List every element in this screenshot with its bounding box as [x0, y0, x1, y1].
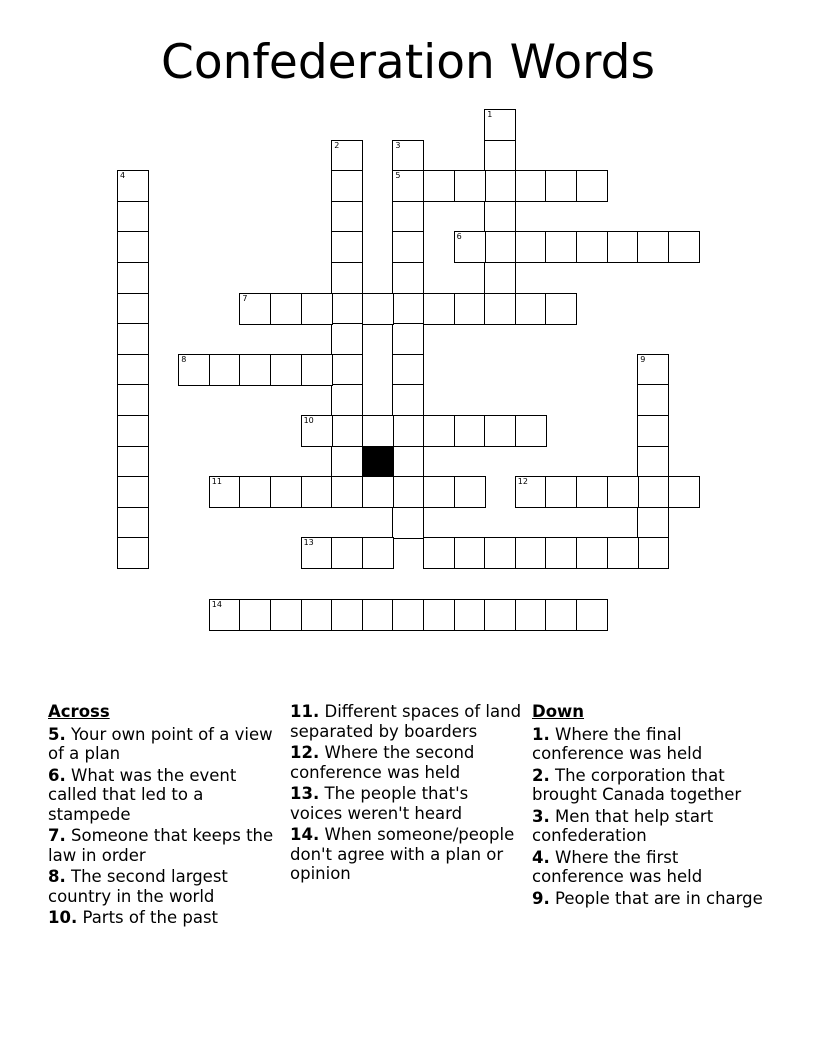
grid-cell[interactable] — [117, 446, 149, 478]
grid-cell[interactable] — [117, 537, 149, 569]
grid-cell[interactable] — [362, 599, 394, 631]
grid-cell[interactable] — [301, 476, 333, 508]
grid-cell[interactable] — [392, 323, 424, 355]
clue-across-11: 11. Different spaces of land separated by boarders — [290, 702, 522, 741]
grid-cell[interactable] — [607, 537, 639, 569]
down-heading: Down — [532, 702, 585, 721]
grid-cell[interactable] — [392, 446, 424, 478]
clue-across-13: 13. The people that's voices weren't heard — [290, 784, 469, 823]
grid-cell[interactable] — [484, 293, 516, 325]
grid-cell[interactable] — [454, 476, 486, 508]
grid-cell[interactable] — [637, 507, 669, 539]
grid-cell[interactable] — [331, 446, 363, 478]
grid-cell[interactable] — [515, 170, 547, 202]
grid-cell[interactable] — [331, 231, 363, 263]
grid-cell[interactable] — [239, 354, 271, 386]
grid-cell[interactable] — [484, 262, 516, 294]
grid-cell[interactable] — [515, 231, 547, 263]
grid-cell[interactable] — [484, 201, 516, 233]
clue-number: 9 — [640, 354, 646, 364]
grid-cell[interactable] — [362, 415, 394, 447]
clue-number: 10 — [303, 416, 314, 425]
grid-cell[interactable] — [637, 446, 669, 478]
grid-cell[interactable] — [637, 415, 669, 447]
grid-cell[interactable] — [117, 201, 149, 233]
grid-cell[interactable] — [392, 262, 424, 294]
grid-cell[interactable] — [117, 415, 149, 447]
grid-cell[interactable] — [392, 476, 424, 508]
grid-cell[interactable] — [423, 476, 455, 508]
clue-down-4: 4. Where the first conference was held — [532, 847, 703, 886]
page-title: Confederation Words — [161, 35, 655, 90]
grid-cell[interactable] — [392, 354, 424, 386]
grid-cell[interactable] — [454, 293, 486, 325]
grid-cell[interactable] — [668, 231, 700, 263]
clue-number: 7 — [242, 293, 248, 303]
grid-cell[interactable] — [515, 599, 547, 631]
down-clues-column — [532, 702, 767, 910]
grid-cell[interactable] — [637, 384, 669, 416]
clue-down-2: 2. The corporation that brought Canada together — [532, 765, 742, 804]
grid-cell[interactable] — [301, 415, 333, 447]
grid-cell[interactable] — [331, 201, 363, 233]
clue-down-3: 3. Men that help start confederation — [532, 806, 714, 845]
grid-cell[interactable] — [545, 231, 577, 263]
clue-number: 8 — [181, 354, 187, 364]
grid-cell[interactable] — [270, 354, 302, 386]
clue-number: 6 — [456, 232, 462, 242]
grid-cell[interactable] — [515, 537, 547, 569]
grid-cell[interactable] — [331, 599, 363, 631]
grid-cell[interactable] — [423, 599, 455, 631]
grid-cell[interactable] — [545, 293, 577, 325]
grid-cell[interactable] — [423, 170, 455, 202]
grid-cell[interactable] — [270, 293, 302, 325]
grid-cell[interactable] — [392, 599, 424, 631]
clue-across-12: 12. Where the second conference was held — [290, 743, 475, 782]
grid-cell[interactable] — [331, 354, 363, 386]
grid-cell[interactable] — [576, 476, 608, 508]
grid-cell[interactable] — [392, 231, 424, 263]
grid-cell[interactable] — [545, 170, 577, 202]
grid-cell[interactable] — [392, 140, 424, 172]
grid-cell[interactable] — [117, 384, 149, 416]
grid-cell[interactable] — [484, 140, 516, 172]
grid-cell[interactable] — [331, 384, 363, 416]
grid-cell[interactable] — [331, 262, 363, 294]
grid-cell[interactable] — [454, 537, 486, 569]
grid-cell[interactable] — [117, 293, 149, 325]
grid-cell[interactable] — [637, 354, 669, 386]
grid-cell[interactable] — [331, 170, 363, 202]
grid-cell[interactable] — [392, 201, 424, 233]
grid-cell[interactable] — [637, 537, 669, 569]
grid-cell[interactable] — [331, 537, 363, 569]
grid-cell[interactable] — [484, 231, 516, 263]
clue-number: 13 — [303, 538, 314, 548]
grid-cell[interactable] — [423, 537, 455, 569]
clue-number: 1 — [487, 110, 493, 119]
grid-cell[interactable] — [484, 109, 516, 141]
grid-cell[interactable] — [331, 140, 363, 172]
grid-cell[interactable] — [209, 476, 241, 508]
grid-cell[interactable] — [484, 170, 516, 202]
grid-cell[interactable] — [362, 293, 394, 325]
grid-cell[interactable] — [484, 537, 516, 569]
grid-cell[interactable] — [209, 354, 241, 386]
grid-cell[interactable] — [117, 476, 149, 508]
grid-cell[interactable] — [668, 476, 700, 508]
grid-cell[interactable] — [239, 293, 271, 325]
grid-cell[interactable] — [515, 293, 547, 325]
grid-cell[interactable] — [454, 170, 486, 202]
grid-cell[interactable] — [576, 170, 608, 202]
clue-across-5: 5. Your own point of a view of a plan — [48, 724, 273, 763]
grid-cell[interactable] — [576, 599, 608, 631]
grid-cell[interactable] — [423, 293, 455, 325]
clue-across-8: 8. The second largest country in the world — [48, 867, 228, 906]
clue-across-7: 7. Someone that keeps the law in order — [48, 826, 274, 865]
grid-cell[interactable] — [545, 599, 577, 631]
clue-across-10: 10. Parts of the past — [48, 908, 219, 927]
grid-cell[interactable] — [392, 384, 424, 416]
grid-cell[interactable] — [637, 476, 669, 508]
grid-cell[interactable] — [362, 476, 394, 508]
clue-number: 4 — [120, 171, 126, 181]
grid-cell[interactable] — [331, 415, 363, 447]
grid-cell[interactable] — [576, 537, 608, 569]
grid-cell[interactable] — [607, 476, 639, 508]
grid-cell[interactable] — [392, 293, 424, 325]
grid-cell[interactable] — [178, 354, 210, 386]
grid-cell[interactable] — [117, 507, 149, 539]
grid-cell[interactable] — [239, 599, 271, 631]
grid-cell[interactable] — [484, 599, 516, 631]
grid-cell[interactable] — [331, 293, 363, 325]
across-heading: Across — [48, 702, 110, 721]
grid-cell[interactable] — [545, 476, 577, 508]
grid-cell[interactable] — [331, 323, 363, 355]
across-clues-column-continued — [290, 702, 525, 886]
clue-number: 5 — [395, 171, 401, 181]
clue-number: 2 — [334, 140, 340, 150]
grid-cell[interactable] — [545, 537, 577, 569]
grid-cell[interactable] — [454, 415, 486, 447]
grid-cell[interactable] — [239, 476, 271, 508]
grid-cell[interactable] — [392, 170, 424, 202]
grid-cell[interactable] — [117, 262, 149, 294]
clue-across-6: 6. What was the event called that led to a stampede — [48, 765, 237, 824]
clue-number: 12 — [517, 477, 528, 487]
grid-cell[interactable] — [392, 507, 424, 539]
black-square — [362, 446, 394, 478]
grid-cell[interactable] — [515, 415, 547, 447]
grid-cell[interactable] — [301, 293, 333, 325]
grid-cell[interactable] — [515, 476, 547, 508]
grid-cell[interactable] — [454, 231, 486, 263]
grid-cell[interactable] — [301, 354, 333, 386]
grid-cell[interactable] — [607, 231, 639, 263]
grid-cell[interactable] — [117, 231, 149, 263]
grid-cell[interactable] — [301, 599, 333, 631]
clue-down-1: 1. Where the final conference was held — [532, 724, 703, 763]
grid-cell[interactable] — [331, 476, 363, 508]
clue-number: 14 — [211, 599, 222, 609]
clue-down-9: 9. People that are in charge — [532, 888, 763, 908]
grid-cell[interactable] — [117, 323, 149, 355]
grid-cell[interactable] — [423, 415, 455, 447]
clue-across-14: 14. When someone/people don't agree with a plan or opinion — [290, 825, 515, 883]
grid-cell[interactable] — [301, 537, 333, 569]
grid-cell[interactable] — [362, 537, 394, 569]
grid-cell[interactable] — [270, 476, 302, 508]
grid-cell[interactable] — [117, 170, 149, 202]
across-clues-column — [48, 702, 283, 930]
grid-cell[interactable] — [392, 415, 424, 447]
grid-cell[interactable] — [209, 599, 241, 631]
grid-cell[interactable] — [576, 231, 608, 263]
grid-cell[interactable] — [454, 599, 486, 631]
clue-number: 11 — [211, 477, 222, 487]
grid-cell[interactable] — [270, 599, 302, 631]
grid-cell[interactable] — [637, 231, 669, 263]
clue-number: 3 — [395, 140, 401, 150]
grid-cell[interactable] — [484, 415, 516, 447]
grid-cell[interactable] — [117, 354, 149, 386]
